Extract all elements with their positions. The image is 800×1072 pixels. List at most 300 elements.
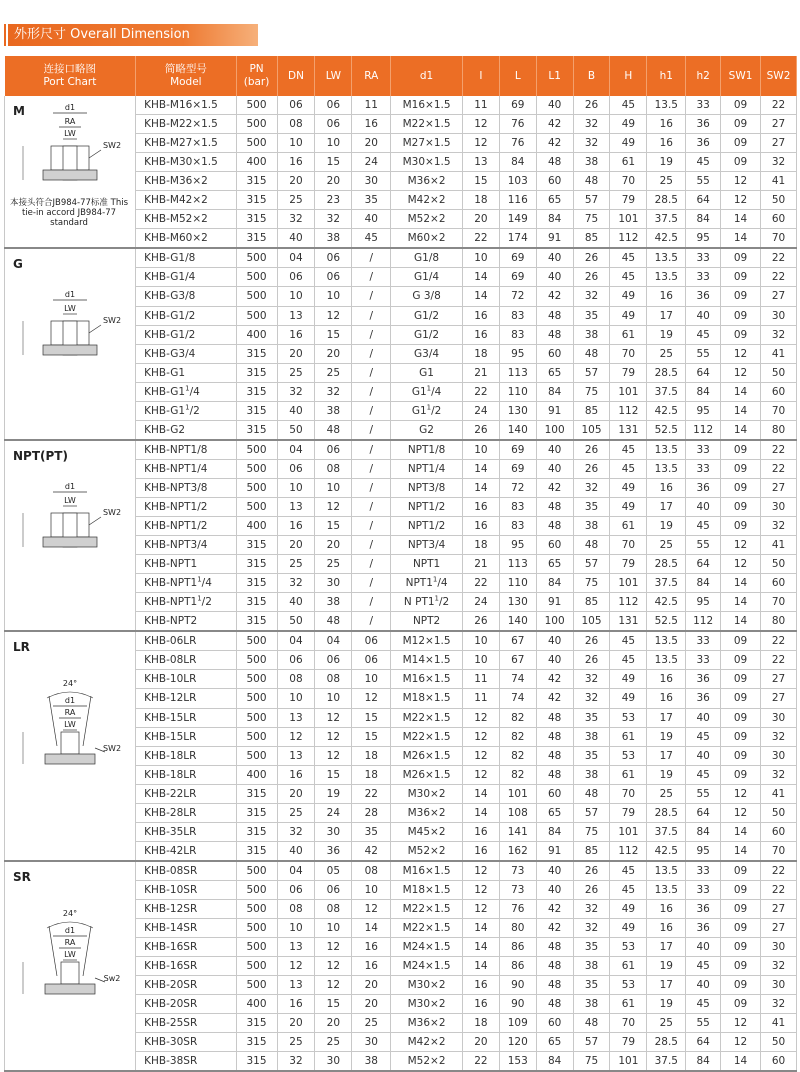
model-cell: KHB-12SR xyxy=(136,899,236,918)
value-cell: 91 xyxy=(536,841,573,861)
value-cell: 75 xyxy=(573,382,610,401)
value-cell: 25 xyxy=(647,784,686,803)
value-cell: 22 xyxy=(761,880,797,899)
port-chart-diagram xyxy=(15,100,125,200)
value-cell: 149 xyxy=(499,210,536,229)
value-cell: M24×1.5 xyxy=(391,938,463,957)
value-cell: 61 xyxy=(610,517,647,536)
cone-left-line xyxy=(49,696,57,746)
value-cell: 55 xyxy=(686,172,721,191)
value-cell: 84 xyxy=(536,382,573,401)
value-cell: 14 xyxy=(721,420,761,440)
value-cell: 10 xyxy=(352,880,391,899)
value-cell: 40 xyxy=(277,841,315,861)
value-cell: M36×2 xyxy=(391,1014,463,1033)
value-cell: 76 xyxy=(499,899,536,918)
value-cell: 500 xyxy=(236,670,277,689)
value-cell: 05 xyxy=(315,861,352,881)
value-cell: 09 xyxy=(721,957,761,976)
value-cell: 64 xyxy=(686,555,721,574)
model-cell: KHB-15LR xyxy=(136,727,236,746)
value-cell: 42 xyxy=(536,478,573,497)
value-cell: 10 xyxy=(315,134,352,153)
value-cell: 18 xyxy=(462,1014,499,1033)
value-cell: 48 xyxy=(315,420,352,440)
column-header-label: SW1 xyxy=(728,69,753,82)
value-cell: 70 xyxy=(610,1014,647,1033)
column-header xyxy=(236,56,277,96)
value-cell: 19 xyxy=(315,784,352,803)
value-cell: 26 xyxy=(462,420,499,440)
model-cell: KHB-10SR xyxy=(136,880,236,899)
value-cell: 18 xyxy=(462,536,499,555)
value-cell: 27 xyxy=(761,689,797,708)
value-cell: 20 xyxy=(352,995,391,1014)
value-cell: 500 xyxy=(236,96,277,115)
value-cell: 70 xyxy=(610,784,647,803)
value-cell: 06 xyxy=(315,440,352,460)
value-cell: 18 xyxy=(462,344,499,363)
value-cell: 09 xyxy=(721,880,761,899)
value-cell: 19 xyxy=(647,995,686,1014)
value-cell: 57 xyxy=(573,363,610,382)
value-cell: 30 xyxy=(761,746,797,765)
lw-label: LW xyxy=(64,495,76,505)
value-cell: 22 xyxy=(462,382,499,401)
value-cell: 06 xyxy=(315,248,352,268)
value-cell: 38 xyxy=(573,517,610,536)
value-cell: 27 xyxy=(761,670,797,689)
value-cell: 22 xyxy=(462,229,499,249)
value-cell: 19 xyxy=(647,727,686,746)
value-cell: 14 xyxy=(721,593,761,612)
value-cell: 73 xyxy=(499,880,536,899)
port-type-label: G xyxy=(13,257,23,272)
value-cell: 20 xyxy=(277,172,315,191)
value-cell: 04 xyxy=(277,248,315,268)
model-cell: KHB-M36×2 xyxy=(136,172,236,191)
value-cell: 42 xyxy=(536,134,573,153)
value-cell: 06 xyxy=(315,880,352,899)
port-bore xyxy=(61,732,79,754)
value-cell: 08 xyxy=(277,115,315,134)
value-cell: 32 xyxy=(573,689,610,708)
value-cell: 69 xyxy=(499,440,536,460)
value-cell: 17 xyxy=(647,938,686,957)
value-cell: 38 xyxy=(573,153,610,172)
value-cell: M30×2 xyxy=(391,995,463,1014)
value-cell: 20 xyxy=(462,210,499,229)
value-cell: 11 xyxy=(462,689,499,708)
value-cell: 26 xyxy=(573,631,610,651)
value-cell: 12 xyxy=(315,938,352,957)
value-cell: 109 xyxy=(499,1014,536,1033)
value-cell: 16 xyxy=(647,689,686,708)
model-cell: KHB-G1 xyxy=(136,363,236,382)
column-header-sublabel: (bar) xyxy=(243,76,270,88)
value-cell: 12 xyxy=(721,536,761,555)
model-cell: KHB-NPT2 xyxy=(136,612,236,632)
value-cell: 25 xyxy=(647,1014,686,1033)
value-cell: / xyxy=(352,478,391,497)
value-cell: 17 xyxy=(647,306,686,325)
value-cell: 14 xyxy=(462,957,499,976)
value-cell: 17 xyxy=(647,746,686,765)
value-cell: 10 xyxy=(277,134,315,153)
value-cell: 19 xyxy=(647,957,686,976)
value-cell: M24×1.5 xyxy=(391,957,463,976)
model-cell: KHB-42LR xyxy=(136,841,236,861)
value-cell: 33 xyxy=(686,96,721,115)
value-cell: 80 xyxy=(761,612,797,632)
value-cell: 15 xyxy=(352,727,391,746)
dimension-table xyxy=(4,56,797,1072)
value-cell: 13 xyxy=(277,306,315,325)
value-cell: 14 xyxy=(721,382,761,401)
value-cell: 84 xyxy=(536,822,573,841)
table-row xyxy=(5,96,797,115)
value-cell: 40 xyxy=(536,248,573,268)
value-cell: 61 xyxy=(610,153,647,172)
value-cell: 60 xyxy=(761,574,797,593)
value-cell: 30 xyxy=(352,172,391,191)
value-cell: 67 xyxy=(499,651,536,670)
value-cell: 500 xyxy=(236,478,277,497)
value-cell: 13.5 xyxy=(647,651,686,670)
value-cell: 06 xyxy=(315,96,352,115)
value-cell: 04 xyxy=(315,631,352,651)
value-cell: 16 xyxy=(647,478,686,497)
model-cell: KHB-35LR xyxy=(136,822,236,841)
value-cell: 84 xyxy=(686,382,721,401)
value-cell: 14 xyxy=(721,841,761,861)
column-header-label: I xyxy=(479,69,483,82)
model-cell: KHB-$G1^1/2$ xyxy=(136,401,236,420)
value-cell: 32 xyxy=(277,210,315,229)
cone-right-line xyxy=(83,696,91,746)
value-cell: 06 xyxy=(315,115,352,134)
value-cell: 101 xyxy=(610,822,647,841)
value-cell: 18 xyxy=(352,765,391,784)
value-cell: 500 xyxy=(236,727,277,746)
value-cell: 22 xyxy=(761,440,797,460)
model-cell: KHB-NPT1/8 xyxy=(136,440,236,460)
value-cell: 100 xyxy=(536,420,573,440)
value-cell: 61 xyxy=(610,727,647,746)
value-cell: 09 xyxy=(721,287,761,306)
value-cell: 50 xyxy=(761,363,797,382)
value-cell: 91 xyxy=(536,229,573,249)
lw-label: LW xyxy=(64,720,76,730)
value-cell: 500 xyxy=(236,440,277,460)
value-cell: 16 xyxy=(647,899,686,918)
value-cell: M45×2 xyxy=(391,822,463,841)
value-cell: N $PT1^1/2$ xyxy=(391,593,463,612)
value-cell: 48 xyxy=(573,1014,610,1033)
value-cell: 42 xyxy=(536,689,573,708)
value-cell: 61 xyxy=(610,995,647,1014)
model-cell: KHB-G2 xyxy=(136,420,236,440)
value-cell: 17 xyxy=(647,497,686,516)
value-cell: 72 xyxy=(499,478,536,497)
sw2-label: SW2 xyxy=(102,316,122,326)
value-cell: 315 xyxy=(236,1033,277,1052)
value-cell: 25 xyxy=(277,803,315,822)
value-cell: 09 xyxy=(721,96,761,115)
value-cell: 41 xyxy=(761,536,797,555)
value-cell: 16 xyxy=(647,287,686,306)
value-cell: 12 xyxy=(315,708,352,727)
value-cell: 84 xyxy=(686,574,721,593)
value-cell: 27 xyxy=(761,478,797,497)
value-cell: 53 xyxy=(610,976,647,995)
value-cell: 13.5 xyxy=(647,96,686,115)
value-cell: 10 xyxy=(277,689,315,708)
column-header xyxy=(536,56,573,96)
value-cell: 65 xyxy=(536,1033,573,1052)
value-cell: M22×1.5 xyxy=(391,708,463,727)
value-cell: 35 xyxy=(352,822,391,841)
value-cell: M36×2 xyxy=(391,803,463,822)
value-cell: / xyxy=(352,306,391,325)
value-cell: 79 xyxy=(610,191,647,210)
value-cell: 36 xyxy=(315,841,352,861)
value-cell: 28 xyxy=(352,803,391,822)
hex-body xyxy=(45,754,95,764)
standard-note: 本接头符合JB984-77标准 This tie-in accord JB984-77 standard xyxy=(9,198,129,228)
value-cell: 85 xyxy=(573,593,610,612)
value-cell: G2 xyxy=(391,420,463,440)
column-header-label: DN xyxy=(287,69,304,82)
value-cell: / xyxy=(352,248,391,268)
value-cell: 12 xyxy=(315,727,352,746)
value-cell: 19 xyxy=(647,153,686,172)
column-header-label: LW xyxy=(325,69,341,82)
value-cell: 26 xyxy=(573,96,610,115)
value-cell: 40 xyxy=(686,746,721,765)
value-cell: 14 xyxy=(352,919,391,938)
value-cell: 49 xyxy=(610,670,647,689)
value-cell: 45 xyxy=(352,229,391,249)
model-cell: KHB-NPT1/2 xyxy=(136,517,236,536)
value-cell: 26 xyxy=(573,861,610,881)
value-cell: 500 xyxy=(236,268,277,287)
value-cell: 16 xyxy=(277,325,315,344)
value-cell: / xyxy=(352,459,391,478)
value-cell: 53 xyxy=(610,746,647,765)
value-cell: 315 xyxy=(236,574,277,593)
value-cell: 20 xyxy=(277,784,315,803)
value-cell: 12 xyxy=(352,899,391,918)
value-cell: 48 xyxy=(573,172,610,191)
value-cell: 14 xyxy=(721,210,761,229)
section-title: 外形尺寸 Overall Dimension xyxy=(8,24,258,46)
value-cell: $G1^1/4$ xyxy=(391,382,463,401)
value-cell: 08 xyxy=(315,459,352,478)
value-cell: 140 xyxy=(499,420,536,440)
value-cell: 48 xyxy=(536,306,573,325)
value-cell: 13.5 xyxy=(647,880,686,899)
value-cell: 49 xyxy=(610,115,647,134)
value-cell: 84 xyxy=(536,1052,573,1072)
table-row xyxy=(5,440,797,460)
model-cell: KHB-28LR xyxy=(136,803,236,822)
value-cell: / xyxy=(352,287,391,306)
value-cell: G1/8 xyxy=(391,248,463,268)
model-cell: KHB-NPT1/2 xyxy=(136,497,236,516)
value-cell: 74 xyxy=(499,670,536,689)
value-cell: 10 xyxy=(277,919,315,938)
column-header-label: PN xyxy=(249,63,264,75)
value-cell: 315 xyxy=(236,593,277,612)
value-cell: NPT1/2 xyxy=(391,497,463,516)
value-cell: 49 xyxy=(610,134,647,153)
model-cell: KHB-10LR xyxy=(136,670,236,689)
column-header-label: H xyxy=(624,69,633,82)
model-cell: KHB-G3/4 xyxy=(136,344,236,363)
model-cell: KHB-G1/8 xyxy=(136,248,236,268)
value-cell: 42.5 xyxy=(647,593,686,612)
value-cell: 16 xyxy=(352,115,391,134)
model-cell: KHB-M60×2 xyxy=(136,229,236,249)
table-row xyxy=(5,861,797,881)
value-cell: 09 xyxy=(721,306,761,325)
value-cell: 35 xyxy=(573,708,610,727)
value-cell: 16 xyxy=(647,115,686,134)
value-cell: 500 xyxy=(236,919,277,938)
value-cell: 60 xyxy=(536,1014,573,1033)
value-cell: 82 xyxy=(499,765,536,784)
value-cell: 110 xyxy=(499,574,536,593)
column-header xyxy=(391,56,463,96)
value-cell: 21 xyxy=(462,555,499,574)
value-cell: 11 xyxy=(352,96,391,115)
value-cell: 20 xyxy=(315,1014,352,1033)
value-cell: 45 xyxy=(610,440,647,460)
value-cell: 48 xyxy=(536,497,573,516)
value-cell: M26×1.5 xyxy=(391,765,463,784)
value-cell: 37.5 xyxy=(647,382,686,401)
value-cell: NPT2 xyxy=(391,612,463,632)
value-cell: 24 xyxy=(462,593,499,612)
value-cell: 70 xyxy=(610,172,647,191)
value-cell: 12 xyxy=(721,363,761,382)
value-cell: M52×2 xyxy=(391,1052,463,1072)
value-cell: 112 xyxy=(686,420,721,440)
value-cell: 315 xyxy=(236,420,277,440)
value-cell: 30 xyxy=(315,1052,352,1072)
value-cell: 20 xyxy=(352,976,391,995)
column-header xyxy=(315,56,352,96)
value-cell: 04 xyxy=(277,440,315,460)
value-cell: 32 xyxy=(761,995,797,1014)
value-cell: 15 xyxy=(352,708,391,727)
angle-label: 24° xyxy=(62,679,78,689)
value-cell: 10 xyxy=(462,631,499,651)
value-cell: 55 xyxy=(686,784,721,803)
value-cell: 48 xyxy=(536,976,573,995)
value-cell: 13.5 xyxy=(647,268,686,287)
value-cell: 500 xyxy=(236,306,277,325)
value-cell: 500 xyxy=(236,134,277,153)
value-cell: 15 xyxy=(315,765,352,784)
value-cell: 12 xyxy=(462,880,499,899)
value-cell: 28.5 xyxy=(647,803,686,822)
value-cell: G1/4 xyxy=(391,268,463,287)
value-cell: NPT3/8 xyxy=(391,478,463,497)
value-cell: 315 xyxy=(236,555,277,574)
value-cell: 20 xyxy=(277,1014,315,1033)
column-header xyxy=(499,56,536,96)
value-cell: M30×2 xyxy=(391,784,463,803)
ra-label: RA xyxy=(64,708,76,718)
value-cell: 500 xyxy=(236,631,277,651)
value-cell: 500 xyxy=(236,651,277,670)
model-cell: KHB-NPT3/4 xyxy=(136,536,236,555)
value-cell: 100 xyxy=(536,612,573,632)
value-cell: 45 xyxy=(610,268,647,287)
value-cell: 12 xyxy=(277,957,315,976)
value-cell: 50 xyxy=(277,612,315,632)
value-cell: 14 xyxy=(721,401,761,420)
value-cell: 500 xyxy=(236,938,277,957)
value-cell: 11 xyxy=(462,670,499,689)
value-cell: 30 xyxy=(315,822,352,841)
model-cell: KHB-M22×1.5 xyxy=(136,115,236,134)
value-cell: 95 xyxy=(686,841,721,861)
value-cell: 16 xyxy=(462,306,499,325)
value-cell: 38 xyxy=(573,727,610,746)
column-header-sublabel: Model xyxy=(170,76,202,88)
value-cell: 73 xyxy=(499,861,536,881)
value-cell: 25 xyxy=(647,172,686,191)
value-cell: NPT1/8 xyxy=(391,440,463,460)
value-cell: M22×1.5 xyxy=(391,727,463,746)
value-cell: 70 xyxy=(761,229,797,249)
port-bore xyxy=(61,962,79,984)
model-cell: KHB-25SR xyxy=(136,1014,236,1033)
value-cell: 12 xyxy=(721,344,761,363)
value-cell: M16×1.5 xyxy=(391,670,463,689)
value-cell: 60 xyxy=(761,822,797,841)
port-type-label: LR xyxy=(13,640,30,655)
value-cell: 86 xyxy=(499,957,536,976)
port-chart-diagram xyxy=(15,479,125,579)
value-cell: 38 xyxy=(573,957,610,976)
value-cell: 38 xyxy=(352,1052,391,1072)
column-header xyxy=(5,56,136,96)
value-cell: / xyxy=(352,363,391,382)
value-cell: 27 xyxy=(761,134,797,153)
value-cell: 76 xyxy=(499,134,536,153)
value-cell: 36 xyxy=(686,134,721,153)
value-cell: 120 xyxy=(499,1033,536,1052)
value-cell: 37.5 xyxy=(647,574,686,593)
value-cell: 32 xyxy=(761,957,797,976)
value-cell: 95 xyxy=(686,401,721,420)
value-cell: 32 xyxy=(761,153,797,172)
column-header xyxy=(761,56,797,96)
value-cell: 315 xyxy=(236,401,277,420)
value-cell: G1/2 xyxy=(391,306,463,325)
value-cell: 12 xyxy=(462,115,499,134)
value-cell: 500 xyxy=(236,880,277,899)
value-cell: 14 xyxy=(462,268,499,287)
value-cell: 113 xyxy=(499,555,536,574)
value-cell: 48 xyxy=(536,708,573,727)
value-cell: 153 xyxy=(499,1052,536,1072)
value-cell: NPT1 xyxy=(391,555,463,574)
